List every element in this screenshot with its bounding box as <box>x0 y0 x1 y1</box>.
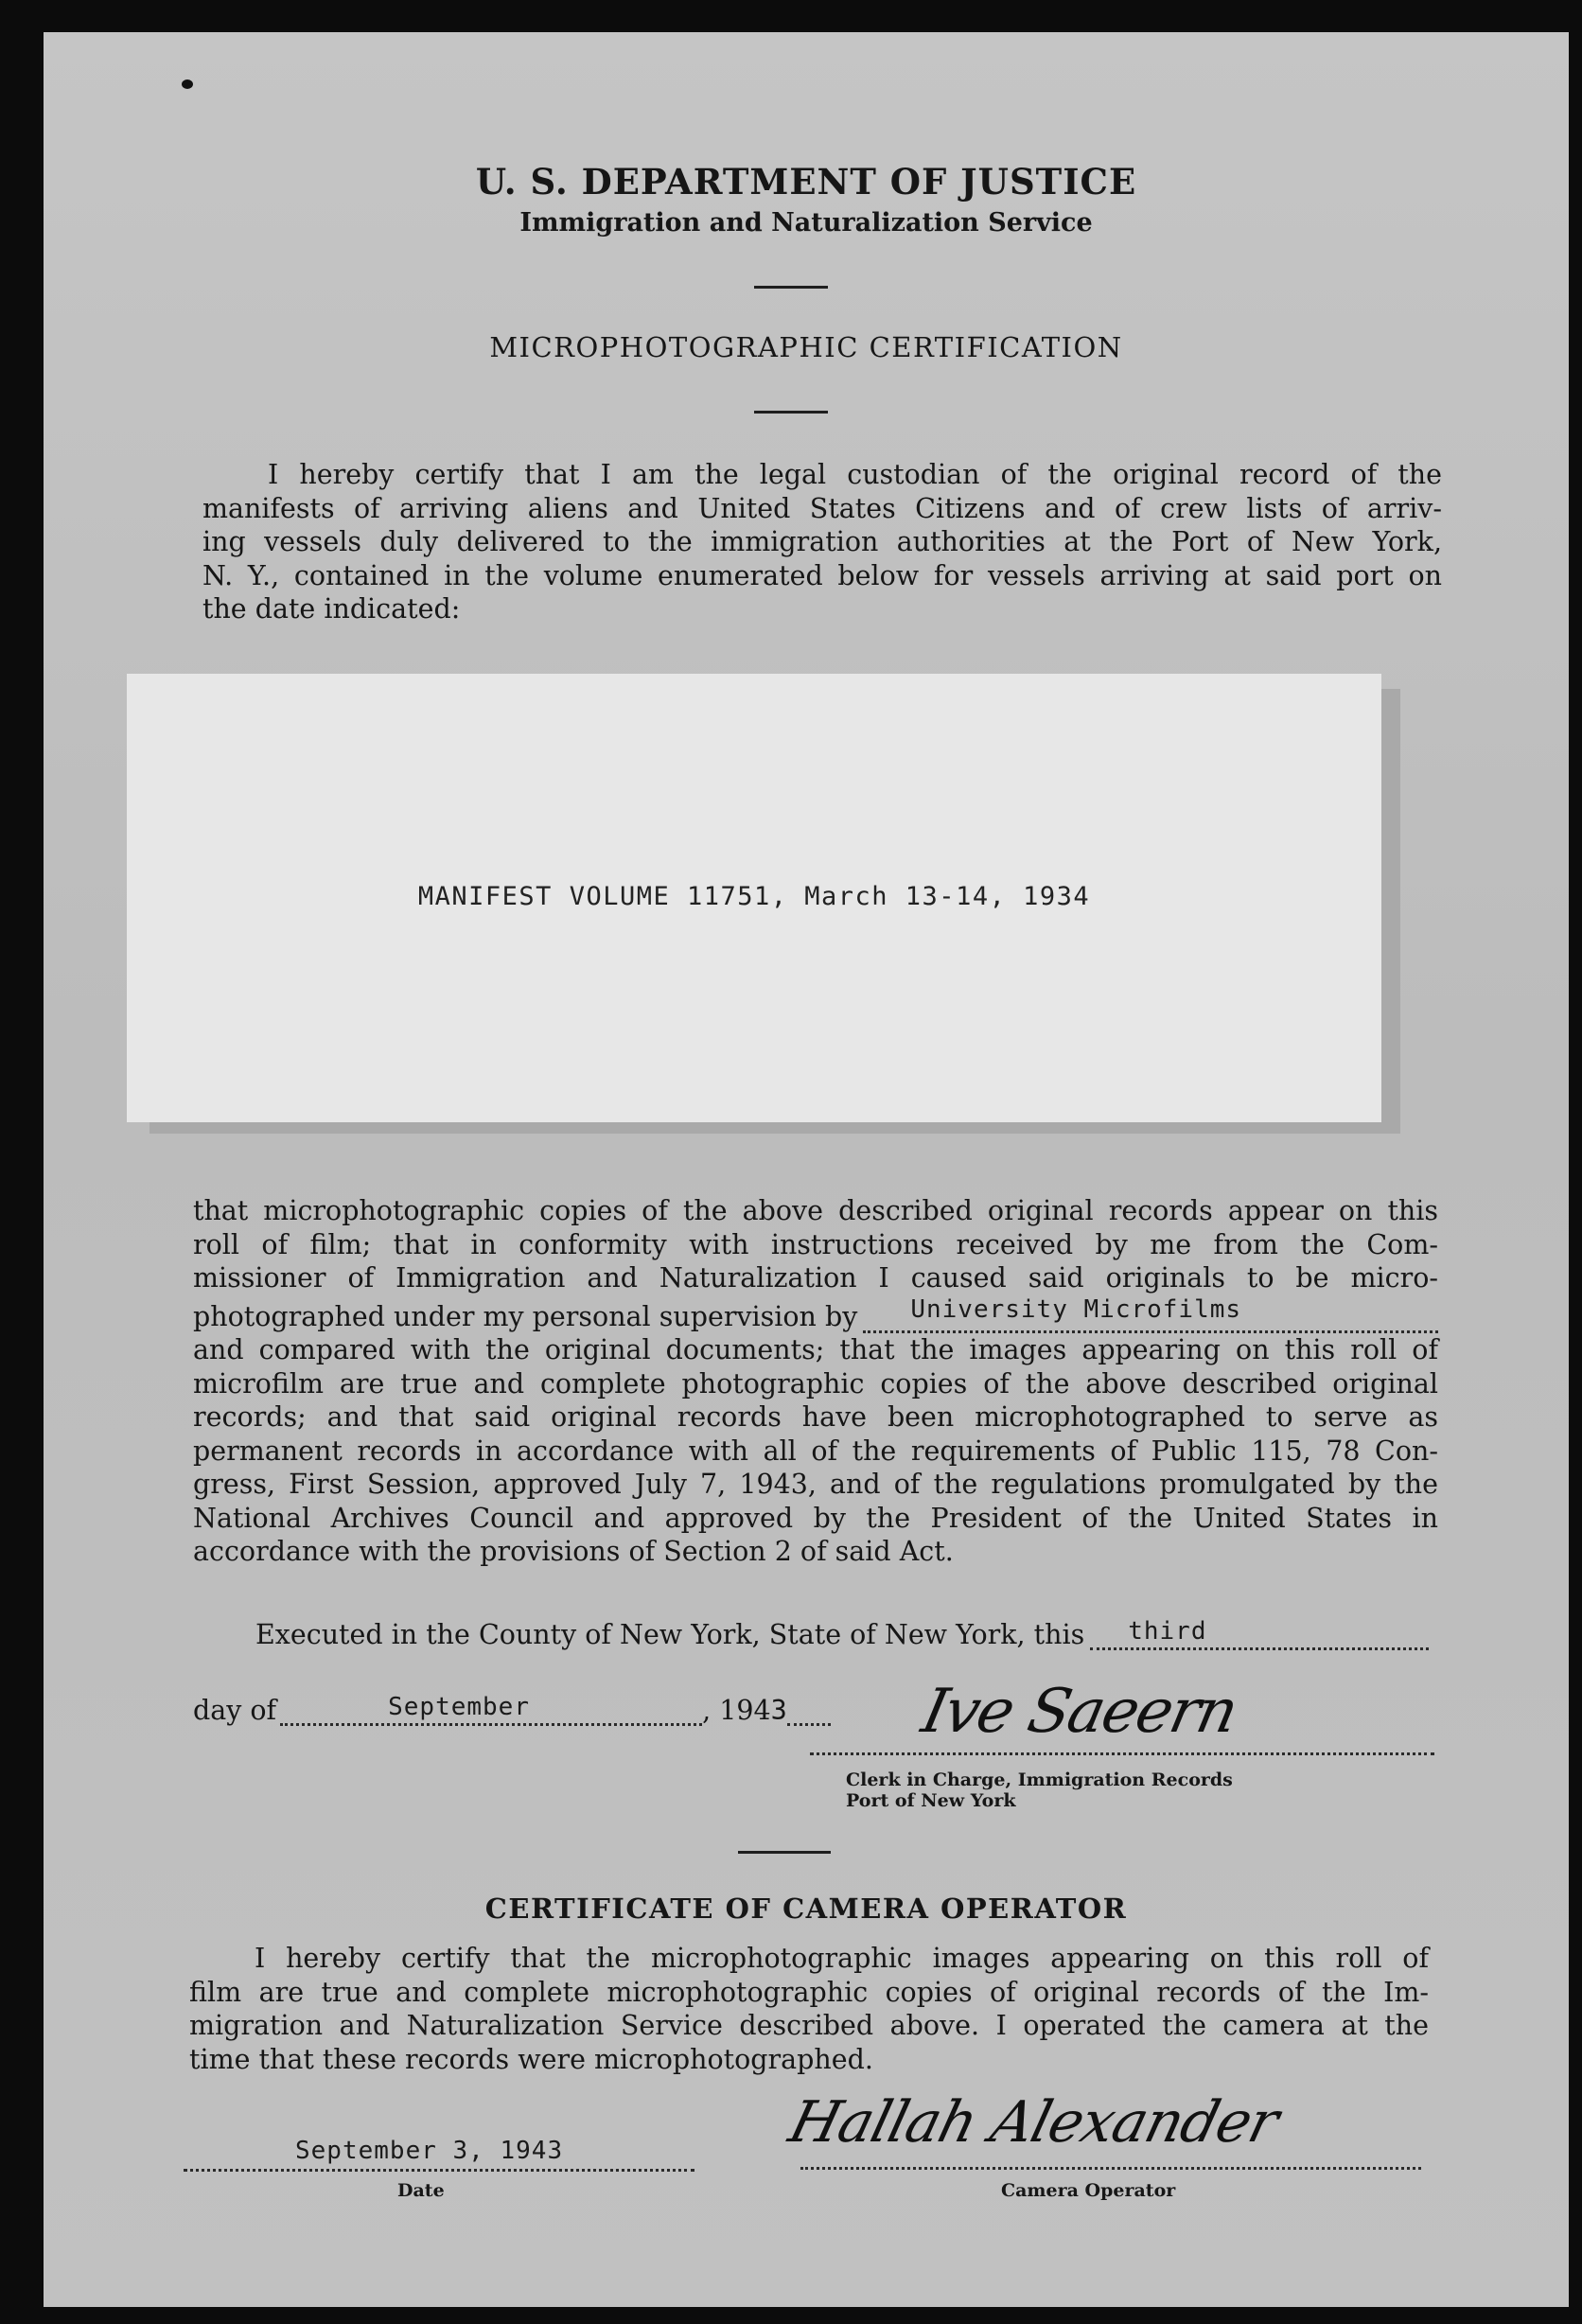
certification-title: MICROPHOTOGRAPHIC CERTIFICATION <box>489 331 1123 363</box>
operator-line: migration and Naturalization Service described above. I operated the camera at the <box>189 2010 1429 2041</box>
year-blank <box>787 1694 831 1726</box>
year-prefix: , 194 <box>702 1695 771 1726</box>
intro-paragraph <box>202 458 1442 626</box>
body-line: roll of film; that in conformity with instructions received by me from the Com- <box>193 1228 1438 1260</box>
intro-line: the date indicated: <box>202 593 461 625</box>
month-value: September <box>388 1693 530 1721</box>
divider-rule <box>738 1851 831 1854</box>
intro-line: I hereby certify that I am the legal custodian of the original record of the <box>268 459 1442 490</box>
operator-date-blank <box>184 2139 694 2172</box>
service-subheading: Immigration and Naturalization Service <box>519 208 1093 238</box>
operator-date-label: Date <box>397 2180 445 2201</box>
divider-rule <box>754 411 828 414</box>
body-line: and compared with the original documents; that the images appearing on this roll of <box>193 1334 1438 1365</box>
body-paragraph <box>193 1194 1438 1569</box>
intro-line: N. Y., contained in the volume enumerated below for vessels arriving at said port on <box>202 559 1442 591</box>
camera-operator-label: Camera Operator <box>1001 2180 1176 2201</box>
filmed-by-blank <box>863 1294 1438 1333</box>
body-line: that microphotographic copies of the above described original records appear on this <box>193 1195 1438 1226</box>
body-line: records; and that said original records have been microphotographed to serve as <box>193 1401 1438 1433</box>
record-slip <box>127 674 1381 1122</box>
clerk-signature: Ive Saeern <box>916 1677 1243 1747</box>
day-of-label: day of <box>193 1695 277 1726</box>
execution-prefix: Executed in the County of New York, State of New York, this <box>255 1619 1085 1650</box>
intro-line: manifests of arriving aliens and United States Citizens and of crew lists of arriv- <box>202 492 1442 524</box>
filmed-by-value: University Microfilms <box>910 1294 1242 1324</box>
operator-line: film are true and complete microphotographic copies of original records of the Im- <box>189 1976 1429 2008</box>
divider-rule <box>754 286 828 289</box>
date-of-execution-line <box>193 1694 831 1726</box>
clerk-title-line: Port of New York <box>846 1790 1016 1811</box>
body-line: permanent records in accordance with all of the requirements of Public 115, 78 Con- <box>193 1435 1438 1467</box>
operator-section-title: CERTIFICATE OF CAMERA OPERATOR <box>484 1893 1128 1925</box>
filmed-by-prefix: photographed under my personal supervision by <box>193 1300 858 1332</box>
month-blank <box>280 1694 702 1726</box>
intro-line: ing vessels duly delivered to the immigration authorities at the Port of New York, <box>202 526 1442 557</box>
certificate-sheet <box>44 32 1569 2307</box>
operator-line: I hereby certify that the microphotographic images appearing on this roll of <box>255 1943 1429 1974</box>
operator-signature-line <box>800 2167 1421 2170</box>
clerk-signature-line <box>810 1752 1434 1755</box>
day-value: third <box>1128 1617 1207 1646</box>
clerk-title <box>846 1769 1233 1811</box>
operator-line: time that these records were microphotographed. <box>189 2043 873 2075</box>
clerk-title-line: Clerk in Charge, Immigration Records <box>846 1769 1233 1790</box>
ink-spot <box>182 79 193 89</box>
body-line: missioner of Immigration and Naturalization I caused said originals to be micro- <box>193 1262 1438 1294</box>
operator-signature: Hallah Alexander <box>782 2089 1285 2156</box>
body-line: National Archives Council and approved by the President of the United States in <box>193 1502 1438 1534</box>
body-line: accordance with the provisions of Section 2 of said Act. <box>193 1536 954 1567</box>
execution-line <box>255 1618 1429 1650</box>
year-digit: 3 <box>770 1695 787 1726</box>
day-blank <box>1090 1618 1429 1650</box>
filmed-by-line <box>193 1294 1438 1334</box>
manifest-volume-text: MANIFEST VOLUME 11751, March 13-14, 1934 <box>417 882 1091 911</box>
operator-paragraph <box>189 1942 1429 2076</box>
department-heading: U. S. DEPARTMENT OF JUSTICE <box>475 161 1137 202</box>
operator-date-value: September 3, 1943 <box>295 2137 564 2165</box>
body-line: gress, First Session, approved July 7, 1943, and of the regulations promulgated by the <box>193 1469 1438 1500</box>
body-line: microfilm are true and complete photographic copies of the above described original <box>193 1367 1438 1400</box>
